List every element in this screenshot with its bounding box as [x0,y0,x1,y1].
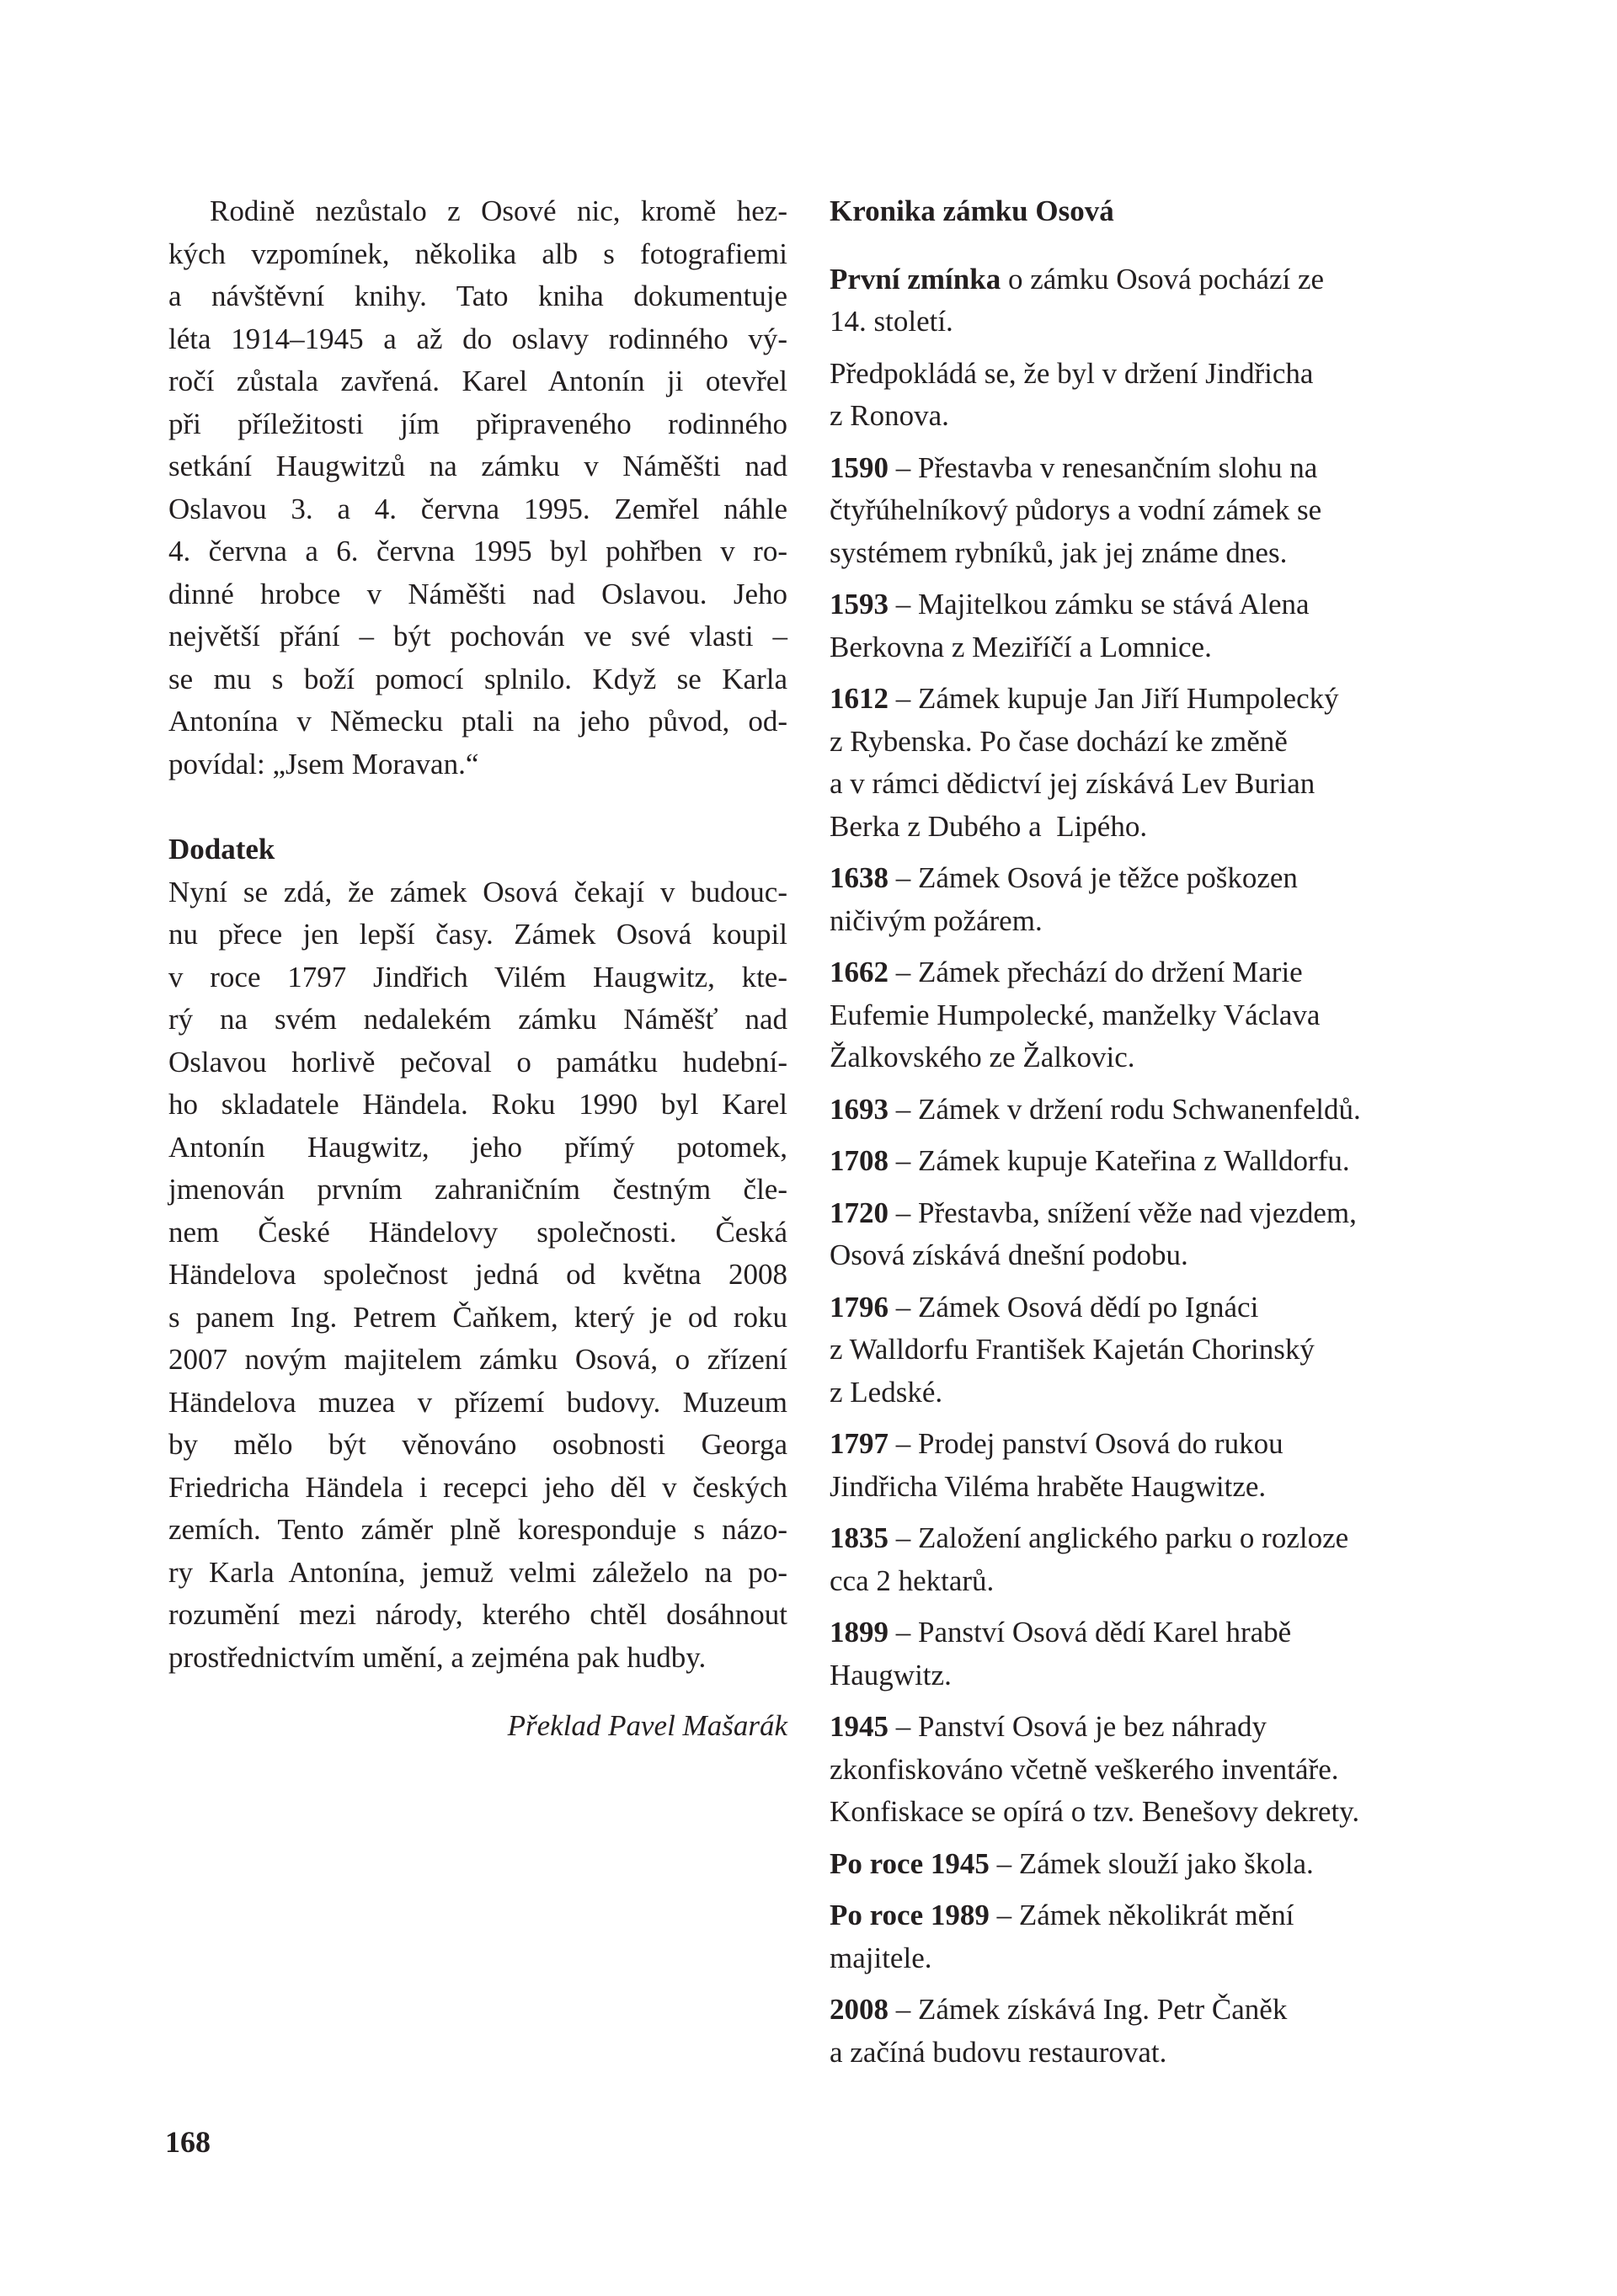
page-number: 168 [165,2125,211,2159]
entry-text: z Ledské. [830,1375,943,1409]
chronicle-entry [830,353,1470,438]
entry-text: z Rybenska. Po čase dochází ke změně [830,724,1288,758]
entry-text: – Majitelkou zámku se stává Alena [889,588,1310,621]
chronicle-entry [830,1611,1470,1697]
text-line: jmenován prvním zahraničním čestným čle- [168,1173,787,1206]
chronicle-entry [830,1287,1470,1414]
chronicle-entry [830,1089,1470,1132]
entry-line [830,489,1470,532]
text-line: ry Karla Antonína, jemuž velmi záleželo na po- [168,1555,787,1589]
entry-year-label: Po roce 1989 [830,1899,990,1931]
entry-text: z Ronova. [830,399,949,432]
text-line: povídal: „Jsem Moravan.“ [168,747,479,780]
text-line: by mělo být věnováno osobnosti Georga [168,1428,787,1461]
entry-text: Eufemie Humpolecké, manželky Václava [830,998,1321,1031]
entry-year-label: 1899 [830,1616,889,1649]
entry-line [830,1036,1470,1079]
chronicle-entry [830,1140,1470,1183]
entry-text: z Walldorfu František Kajetán Chorinský [830,1333,1315,1366]
text-line: s panem Ing. Petrem Čaňkem, který je od roku [168,1300,787,1334]
entry-line [830,626,1470,669]
entry-text: a začíná budovu restaurovat. [830,2035,1167,2069]
chronicle-entry [830,1989,1470,2074]
entry-line [830,1654,1470,1697]
text-line: Antonína v Německu ptali na jeho původ, od- [168,705,787,738]
entry-line [830,1749,1470,1792]
entry-line [830,532,1470,575]
entry-year-label: 1693 [830,1092,889,1126]
entry-line [830,900,1470,943]
text-line: největší přání – být pochován ve své vlasti – [168,620,787,653]
chronicle-entry [830,258,1470,344]
text-line: dinné hrobce v Náměšti nad Oslavou. Jeho [168,577,787,610]
entry-text: ničivým požárem. [830,903,1043,937]
text-line: při příležitosti jím připraveného rodinného [168,407,787,440]
text-line: zemích. Tento záměr plně koresponduje s názo- [168,1513,787,1546]
entry-line [830,1329,1470,1372]
entry-line [830,1894,1470,1937]
entry-line [830,301,1470,344]
entry-year-label: 1797 [830,1427,889,1460]
entry-line [830,678,1470,721]
entry-text: a v rámci dědictví jej získává Lev Burian [830,767,1315,800]
entry-text: – Přestavba v renesančním slohu na [889,450,1318,484]
entry-line [830,951,1470,994]
entry-text: – Přestavba, snížení věže nad vjezdem, [889,1196,1357,1229]
entry-line [830,447,1470,490]
chronicle-entry [830,447,1470,575]
text-line: ročí zůstala zavřená. Karel Antonín ji otevřel [168,365,787,397]
chronicle-entry [830,857,1470,942]
entry-line [830,1517,1470,1560]
entry-text: – Panství Osová dědí Karel hrabě [889,1616,1292,1649]
entry-text: – Zámek získává Ing. Petr Čaněk [889,1993,1288,2026]
right-column [830,190,1470,2083]
entry-text: Jindřicha Viléma hraběte Haugwitze. [830,1469,1267,1503]
entry-text: Haugwitz. [830,1658,952,1691]
entry-year-label: 1612 [830,682,889,715]
entry-year-label: 1708 [830,1144,889,1177]
entry-text: Konfiskace se opírá o tzv. Benešovy dekrety. [830,1795,1360,1828]
entry-text: – Založení anglického parku o rozloze [889,1521,1349,1554]
entry-text: 14. století. [830,305,953,338]
entry-year-label: 1720 [830,1196,889,1229]
text-line: ho skladatele Händela. Roku 1990 byl Karel [168,1088,787,1121]
entry-line [830,583,1470,626]
entry-text: – Zámek v držení rodu Schwanenfeldů. [889,1092,1361,1126]
entry-text: Berka z Dubého a Lipého. [830,809,1148,843]
text-line: nu přece jen lepší časy. Zámek Osová koupil [168,918,787,951]
entry-year-label: 1638 [830,861,889,894]
entry-line [830,1423,1470,1466]
entry-line [830,1372,1470,1414]
entry-line [830,806,1470,849]
entry-line [830,763,1470,806]
text-line: v roce 1797 Jindřich Vilém Haugwitz, kte- [168,960,787,994]
text-line: nem České Händelovy společnosti. Česká [168,1215,787,1249]
entry-text: systémem rybníků, jak jej známe dnes. [830,535,1288,569]
entry-year-label: 2008 [830,1993,889,2026]
text-line: rozumění mezi národy, kterého chtěl dosáhnout [168,1598,787,1631]
entry-text: Osová získává dnešní podobu. [830,1239,1188,1271]
chronicle-entry [830,1517,1470,1602]
text-line: rý na svém nedalekém zámku Náměšť nad [168,1003,787,1036]
entry-line [830,2032,1470,2075]
entry-year-label: 1835 [830,1521,889,1554]
entry-line [830,1937,1470,1980]
text-line: Rodině nezůstalo z Osové nic, kromě hez- [210,194,787,227]
text-line: Händelova muzea v přízemí budovy. Muzeum [168,1385,787,1419]
entry-text: majitele. [830,1941,932,1974]
chronicle-entry [830,1423,1470,1508]
entry-text: zkonfiskováno včetně veškerého inventáře. [830,1752,1339,1786]
text-line: Antonín Haugwitz, jeho přímý potomek, [168,1130,787,1164]
entry-text: – Zámek několikrát mění [989,1899,1294,1931]
entry-year-label: Po roce 1945 [830,1846,990,1880]
entry-text: – Panství Osová je bez náhrady [889,1710,1267,1743]
text-line: Oslavou horlivě pečoval o památku hudební- [168,1045,787,1079]
entry-text: – Prodej panství Osová do rukou [889,1427,1283,1460]
text-line: a návštěvní knihy. Tato kniha dokumentuje [168,280,787,312]
text-line: Oslavou 3. a 4. června 1995. Zemřel náhle [168,492,787,525]
chronicle-entry [830,583,1470,669]
entry-year-label: První zmínka [830,262,1001,296]
chronicle-entry [830,1843,1470,1886]
entry-text: – Zámek kupuje Kateřina z Walldorfu. [889,1144,1350,1177]
entry-line [830,258,1470,301]
entry-line [830,1192,1470,1235]
entry-line [830,1989,1470,2032]
entry-line [830,1843,1470,1886]
text-line: setkání Haugwitzů na zámku v Náměšti nad [168,450,787,482]
chronicle-entry [830,1894,1470,1979]
entry-text: cca 2 hektarů. [830,1564,995,1597]
entry-line [830,721,1470,764]
entry-year-label: 1590 [830,450,889,484]
entry-line [830,1560,1470,1603]
entry-line [830,1466,1470,1509]
left-column [168,190,787,1748]
paragraph-family-memories [168,190,787,786]
text-line: Friedricha Händela i recepci jeho děl v českých [168,1470,787,1504]
entry-text: – Zámek Osová je těžce poškozen [889,861,1298,894]
chronicle-entry [830,1192,1470,1277]
entry-line [830,353,1470,396]
text-line: Händelova společnost jedná od května 2008 [168,1258,787,1291]
text-line: Nyní se zdá, že zámek Osová čekají v budouc- [168,875,787,908]
entry-line [830,1706,1470,1749]
entry-line [830,1140,1470,1183]
entry-text: – Zámek slouží jako škola. [989,1846,1314,1880]
chronicle-entry [830,1706,1470,1834]
entry-line [830,994,1470,1037]
entry-text: Předpokládá se, že byl v držení Jindřicha [830,356,1314,390]
entry-text: – Zámek přechází do držení Marie [889,956,1303,988]
chronicle-list [830,258,1470,2075]
entry-year-label: 1593 [830,588,889,621]
paragraph-dodatek [168,871,787,1680]
entry-text: Žalkovského ze Žalkovic. [830,1041,1135,1073]
text-line: léta 1914–1945 a až do oslavy rodinného vý- [168,322,787,355]
entry-year-label: 1796 [830,1290,889,1324]
entry-line [830,1234,1470,1277]
chronicle-entry [830,951,1470,1079]
entry-year-label: 1662 [830,956,889,988]
chronicle-entry [830,678,1470,848]
entry-text: o zámku Osová pochází ze [1001,262,1325,296]
section-heading-dodatek: Dodatek [168,833,275,866]
entry-text: – Zámek Osová dědí po Ignáci [889,1290,1259,1324]
entry-text: Berkovna z Meziříčí a Lomnice. [830,630,1212,663]
entry-line [830,857,1470,900]
translator-credit: Překlad Pavel Mašarák [507,1709,787,1742]
text-line: se mu s boží pomocí splnilo. Když se Karla [168,662,787,695]
entry-text: čtyřúhelníkový půdorys a vodní zámek se [830,493,1322,526]
text-line: 4. června a 6. června 1995 byl pohřben v ro- [168,535,787,567]
text-line: prostřednictvím umění, a zejména pak hudby. [168,1640,707,1674]
entry-line [830,1287,1470,1329]
entry-year-label: 1945 [830,1710,889,1743]
text-line: 2007 novým majitelem zámku Osová, o zřízení [168,1343,787,1376]
entry-text: – Zámek kupuje Jan Jiří Humpolecký [889,682,1339,715]
entry-line [830,1791,1470,1834]
entry-line [830,395,1470,438]
entry-line [830,1089,1470,1132]
section-heading-kronika: Kronika zámku Osová [830,194,1114,227]
text-line: kých vzpomínek, několika alb s fotografiemi [168,237,787,270]
entry-line [830,1611,1470,1654]
